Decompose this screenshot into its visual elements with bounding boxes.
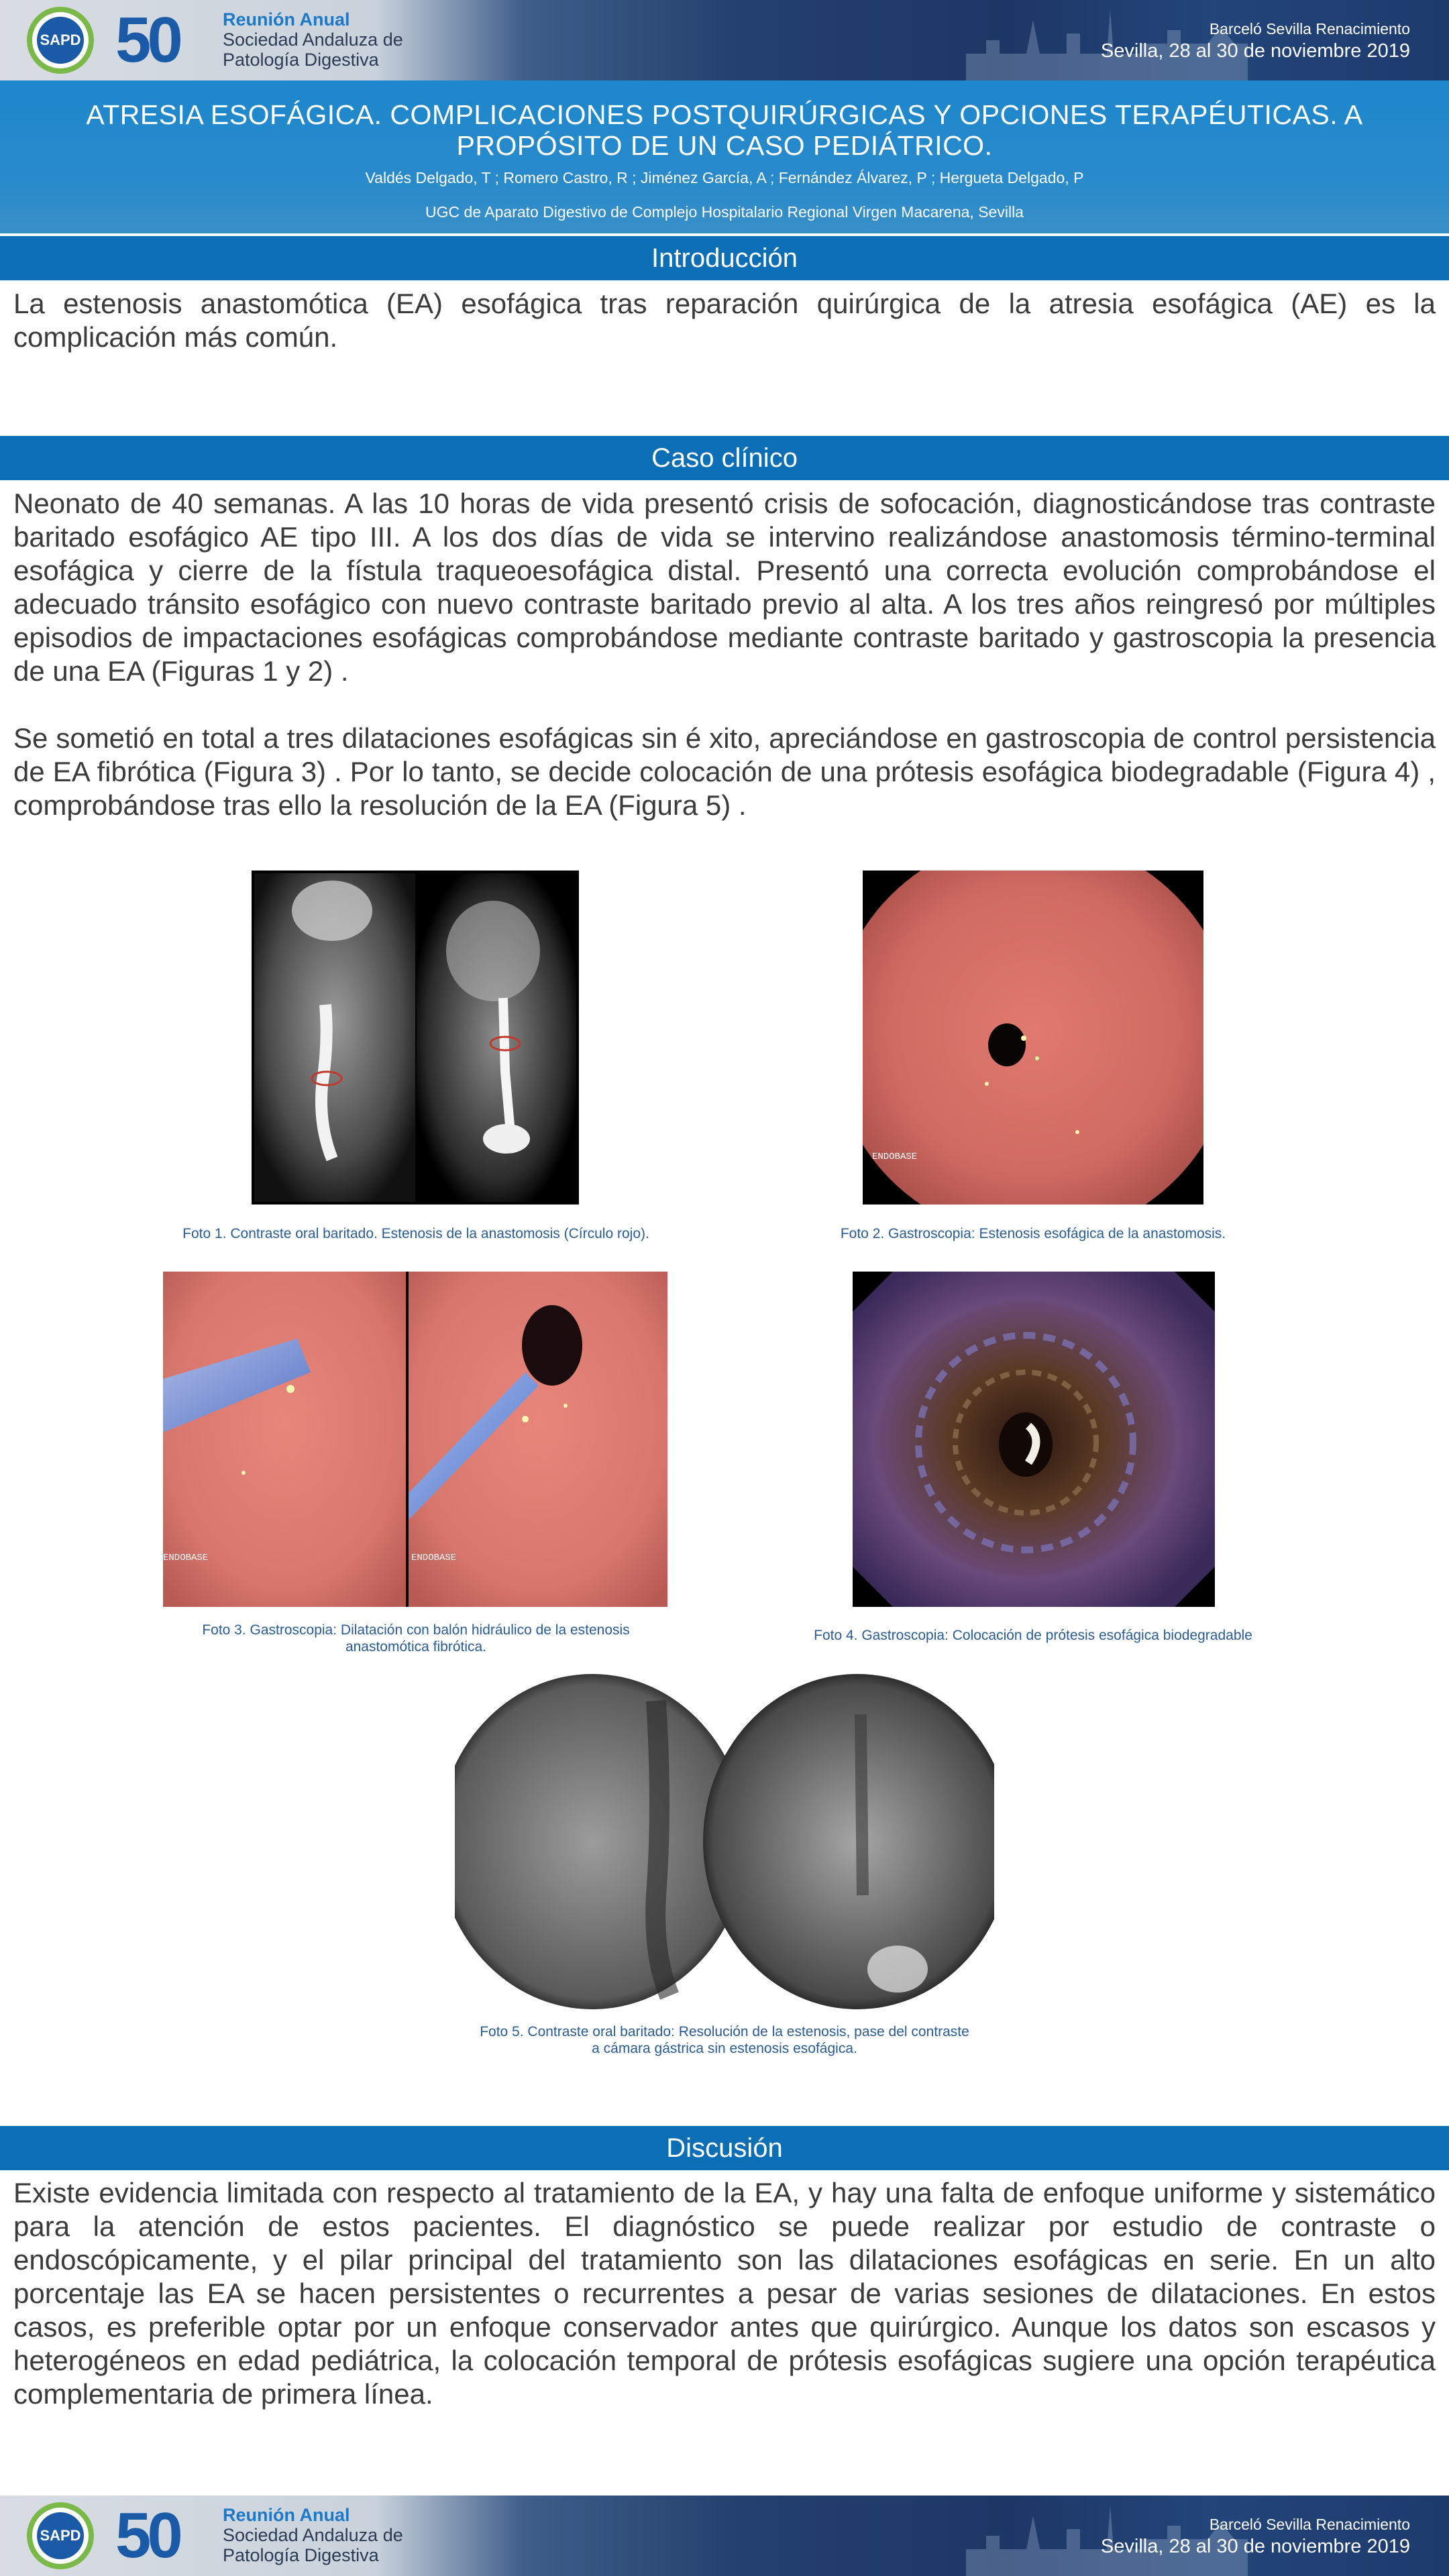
- figure-4-endoscopy: [853, 1272, 1215, 1607]
- discussion-text: Existe evidencia limitada con respecto al tratamiento de la EA, y hay una falta de enfoque uniforme y sistemático para la atención de estos pacientes. El diagnóstico se puede realizar por estudio de contraste o endoscópicamente, y el pilar principal del tratamiento son las dilataciones esofágicas en serie. En un alto porcentaje las EA se hacen persistentes o recurrentes a pesar de varias sesiones de dilataciones. En estos casos, es preferible optar por un enfoque conservador antes que quirúrgico. Aunque los datos son escasos y heterogéneos en edad pediátrica, la colocación temporal de prótesis esofágicas sugiere una opción terapéutica complementaria de primera línea.: [13, 2177, 1436, 2410]
- brand-line-2-footer: Sociedad Andaluza de: [223, 2525, 403, 2545]
- brand-text-footer: [223, 2505, 403, 2565]
- brand-line-3: Patología Digestiva: [223, 50, 379, 70]
- anniversary-logo: [115, 5, 179, 75]
- dates-text: Sevilla, 28 al 30 de noviembre 2019: [1100, 40, 1410, 62]
- discussion-heading: Discusión: [0, 2126, 1449, 2170]
- intro-text: La estenosis anastomótica (EA) esofágica tras reparación quirúrgica de la atresia esofágica (AE) es la complicación más común.: [13, 288, 1436, 353]
- figure-4-caption: Foto 4. Gastroscopia: Colocación de prótesis esofágica biodegradable: [814, 1628, 1252, 1643]
- anniversary-logo-footer: [115, 2501, 179, 2571]
- figure-2-overlay: ENDOBASE: [872, 1152, 918, 1162]
- sapd-logo-text-footer: SAPD: [37, 2512, 84, 2559]
- sapd-logo-footer: [27, 2502, 94, 2569]
- dates-text-footer: Sevilla, 28 al 30 de noviembre 2019: [1100, 2536, 1410, 2557]
- venue-text: Barceló Sevilla Renacimiento: [1209, 20, 1410, 38]
- venue-text-footer: Barceló Sevilla Renacimiento: [1209, 2516, 1410, 2533]
- figure-3-endoscopy: [163, 1272, 667, 1607]
- poster-title: ATRESIA ESOFÁGICA. COMPLICACIONES POSTQUIRÚRGICAS Y OPCIONES TERAPÉUTICAS. A PROPÓSITO DE UN CASO PEDIÁTRICO.: [86, 99, 1363, 161]
- footer-banner: [0, 2496, 1449, 2576]
- authors: Valdés Delgado, T ; Romero Castro, R ; Jiménez García, A ; Fernández Álvarez, P ; Hergueta Delgado, P: [365, 169, 1084, 186]
- sapd-logo: [27, 7, 94, 74]
- sapd-logo-text: SAPD: [37, 17, 84, 64]
- figure-1-caption: Foto 1. Contraste oral baritado. Estenosis de la anastomosis (Círculo rojo).: [182, 1226, 649, 1241]
- figure-5-caption: [429, 2023, 1020, 2057]
- figure-5-xray: [455, 1674, 994, 2009]
- figure-2-endoscopy: [863, 871, 1203, 1205]
- header-banner: [0, 0, 1449, 80]
- figure-3-overlay-left: ENDOBASE: [163, 1553, 209, 1563]
- figure-2-caption: Foto 2. Gastroscopia: Estenosis esofágica de la anastomosis.: [840, 1226, 1226, 1241]
- intro-heading: Introducción: [0, 236, 1449, 280]
- affiliation: UGC de Aparato Digestivo de Complejo Hospitalario Regional Virgen Macarena, Sevilla: [425, 203, 1024, 221]
- brand-line-1: Reunión Anual: [223, 9, 350, 30]
- brand-line-3-footer: Patología Digestiva: [223, 2545, 379, 2565]
- figure-3-caption-line-1: Foto 3. Gastroscopia: Dilatación con balón hidráulico de la estenosis: [202, 1622, 630, 1638]
- anniversary-number: 50: [115, 4, 179, 76]
- case-heading: Caso clínico: [0, 436, 1449, 480]
- figure-5-caption-line-1: Foto 5. Contraste oral baritado: Resolución de la estenosis, pase del contraste: [480, 2024, 969, 2039]
- figure-3-caption-line-2: anastomótica fibrótica.: [345, 1639, 487, 1655]
- figure-3-overlay-right: ENDOBASE: [411, 1553, 457, 1563]
- case-paragraph-2: Se sometió en total a tres dilataciones esofágicas sin é xito, apreciándose en gastroscopia de control persistencia de EA fibrótica (Figura 3) . Por lo tanto, se decide colocación de una prótesis esofágica biodegradable (Figura 4) , comprobándose tras ello la resolución de la EA (Figura 5) .: [13, 722, 1436, 821]
- figure-1-xray: [252, 871, 579, 1205]
- title-block: [0, 80, 1449, 233]
- brand-text: [223, 9, 403, 70]
- figure-5-caption-line-2: a cámara gástrica sin estenosis esofágica.: [592, 2041, 857, 2056]
- case-paragraph-1: Neonato de 40 semanas. A las 10 horas de vida presentó crisis de sofocación, diagnosticándose tras contraste baritado esofágico AE tipo III. A los dos días de vida se intervino realizándose anastomosis término-terminal esofágica y cierre de la fístula traqueoesofágica distal. Presentó una correcta evolución comprobándose el adecuado tránsito esofágico con nuevo contraste baritado previo al alta. A los tres años reingresó por múltiples episodios de impactaciones esofágicas comprobándose mediante contraste baritado y gastroscopia la presencia de una EA (Figuras 1 y 2) .: [13, 488, 1436, 687]
- brand-line-1-footer: Reunión Anual: [223, 2505, 350, 2525]
- figure-3-caption: [148, 1622, 684, 1655]
- anniversary-number-footer: 50: [115, 2500, 179, 2571]
- brand-line-2: Sociedad Andaluza de: [223, 30, 403, 50]
